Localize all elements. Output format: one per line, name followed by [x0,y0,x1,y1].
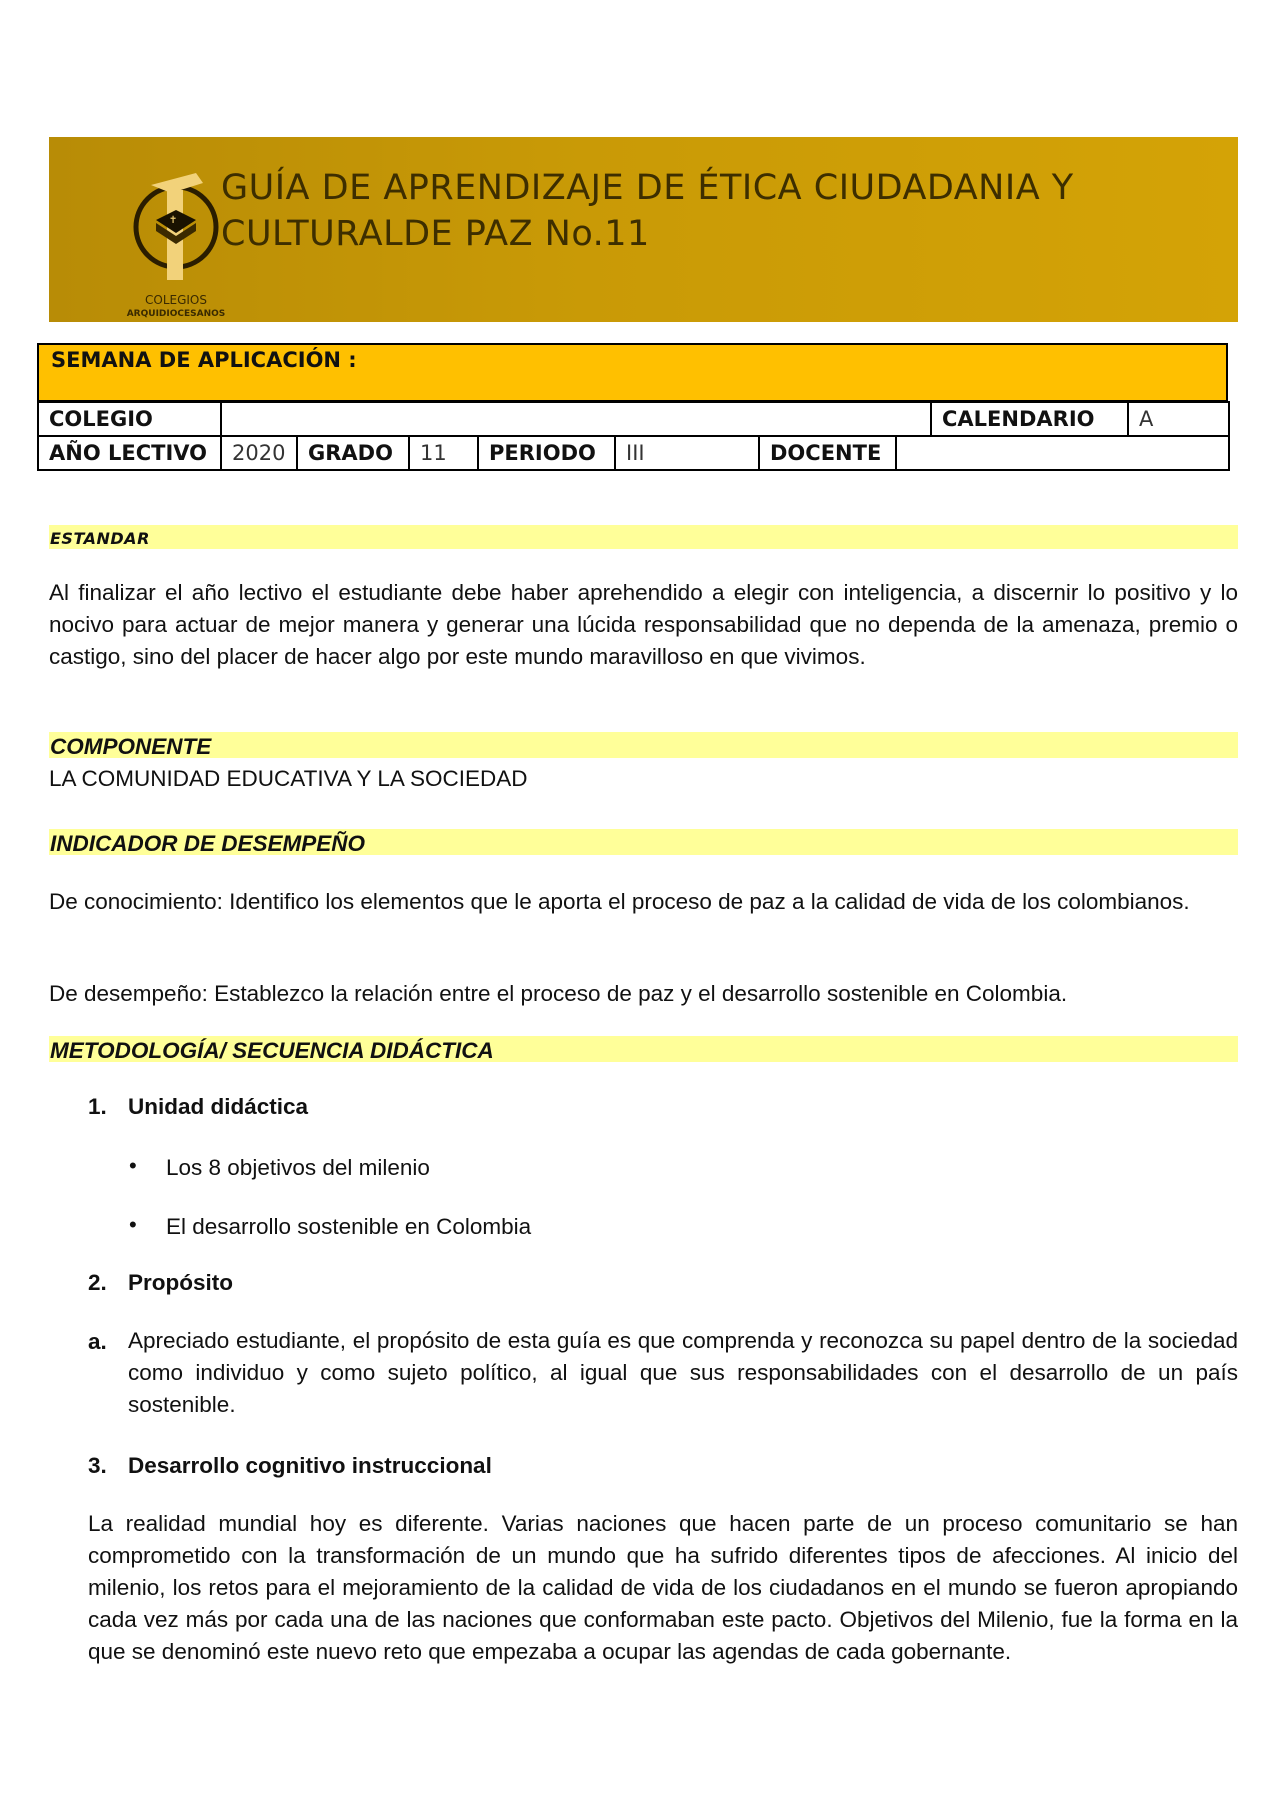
item2a-text: Apreciado estudiante, el propósito de esta guía es que comprenda y reconozca su papel dentro de la sociedad como individuo y como sujeto político, al igual que sus responsabilidades con el desarrollo de un país sostenible. [128,1328,1238,1417]
item2-title: Propósito [128,1270,233,1295]
indicador-heading: INDICADOR DE DESEMPEÑO [50,831,366,856]
calendario-label: CALENDARIO [931,402,1128,436]
indicador-conocimiento-text: De conocimiento: Identifico los elementos que le aporta el proceso de paz a la calidad de vida de los colombianos. [49,889,1190,914]
table-row [38,402,1229,436]
page-title-line2: CULTURALDE PAZ No.11 [221,214,650,254]
docente-label: DOCENTE [759,436,896,470]
bullet-item-1: Los 8 objetivos del milenio [166,1155,430,1180]
componente-heading-bar [49,732,1238,758]
semana-aplicacion-label: SEMANA DE APLICACIÓN : [51,348,357,372]
item3-text: La realidad mundial hoy es diferente. Varias naciones que hacen parte de un proceso comunitario se han comprometido con la transformación de un mundo que ha sufrido diferentes tipos de afecciones. Al inicio del milenio, los retos para el mejoramiento de la calidad de vida de los ciudadanos en el mundo se fueron apropiando cada vez más por cada una de las naciones que conformaban este pacto. Objetivos del Milenio, fue la forma en la que se denominó este nuevo reto que empezaba a ocupar las agendas de cada gobernante. [88,1511,1238,1664]
logo-text-arquidiocesanos: ARQUIDIOCESANOS [126,309,226,319]
colegio-label: COLEGIO [38,402,221,436]
item1-title: Unidad didáctica [128,1094,309,1119]
info-table [37,401,1230,471]
componente-text: LA COMUNIDAD EDUCATIVA Y LA SOCIEDAD [49,766,528,791]
metodologia-heading: METODOLOGÍA/ SECUENCIA DIDÁCTICA [50,1038,494,1063]
item2-number: 2. [88,1270,107,1295]
item2a-letter: a. [88,1329,107,1354]
header-banner [49,137,1238,322]
indicador-desempeno-text: De desempeño: Establezco la relación entre el proceso de paz y el desarrollo sostenible en Colombia. [49,981,1068,1006]
metodologia-heading-bar [49,1036,1238,1062]
item3-title: Desarrollo cognitivo instruccional [128,1453,492,1478]
grado-label: GRADO [297,436,409,470]
item3-number: 3. [88,1453,107,1478]
periodo-label: PERIODO [478,436,615,470]
indicador-heading-bar [49,829,1238,855]
estandar-text: Al finalizar el año lectivo el estudiante debe haber aprehendido a elegir con inteligencia, a discernir lo positivo y lo nocivo para actuar de mejor manera y generar una lúcida responsabilidad que no dependa de la amenaza, premio o castigo, sino del placer de hacer algo por este mundo maravilloso en que vivimos. [49,580,1238,669]
colegio-value [221,402,931,436]
componente-heading: COMPONENTE [50,734,212,759]
calendario-value: A [1128,402,1229,436]
ano-lectivo-label: AÑO LECTIVO [38,436,221,470]
bullet-icon: • [129,1153,137,1178]
docente-value [896,436,1229,470]
estandar-heading: ESTANDAR [50,529,150,548]
grado-value: 11 [409,436,478,470]
semana-aplicacion-box [37,343,1228,402]
svg-text:✝: ✝ [169,215,178,226]
ano-lectivo-value: 2020 [221,436,297,470]
item1-number: 1. [88,1094,107,1119]
periodo-value: III [615,436,759,470]
page-title [221,165,1221,257]
bullet-item-2: El desarrollo sostenible en Colombia [166,1214,532,1239]
estandar-heading-bar [49,525,1238,549]
logo-text-colegios: COLEGIOS [145,293,207,307]
page-title-line1: GUÍA DE APRENDIZAJE DE ÉTICA CIUDADANIA Y [221,168,1074,208]
table-row [38,436,1229,470]
bullet-icon: • [129,1212,137,1237]
